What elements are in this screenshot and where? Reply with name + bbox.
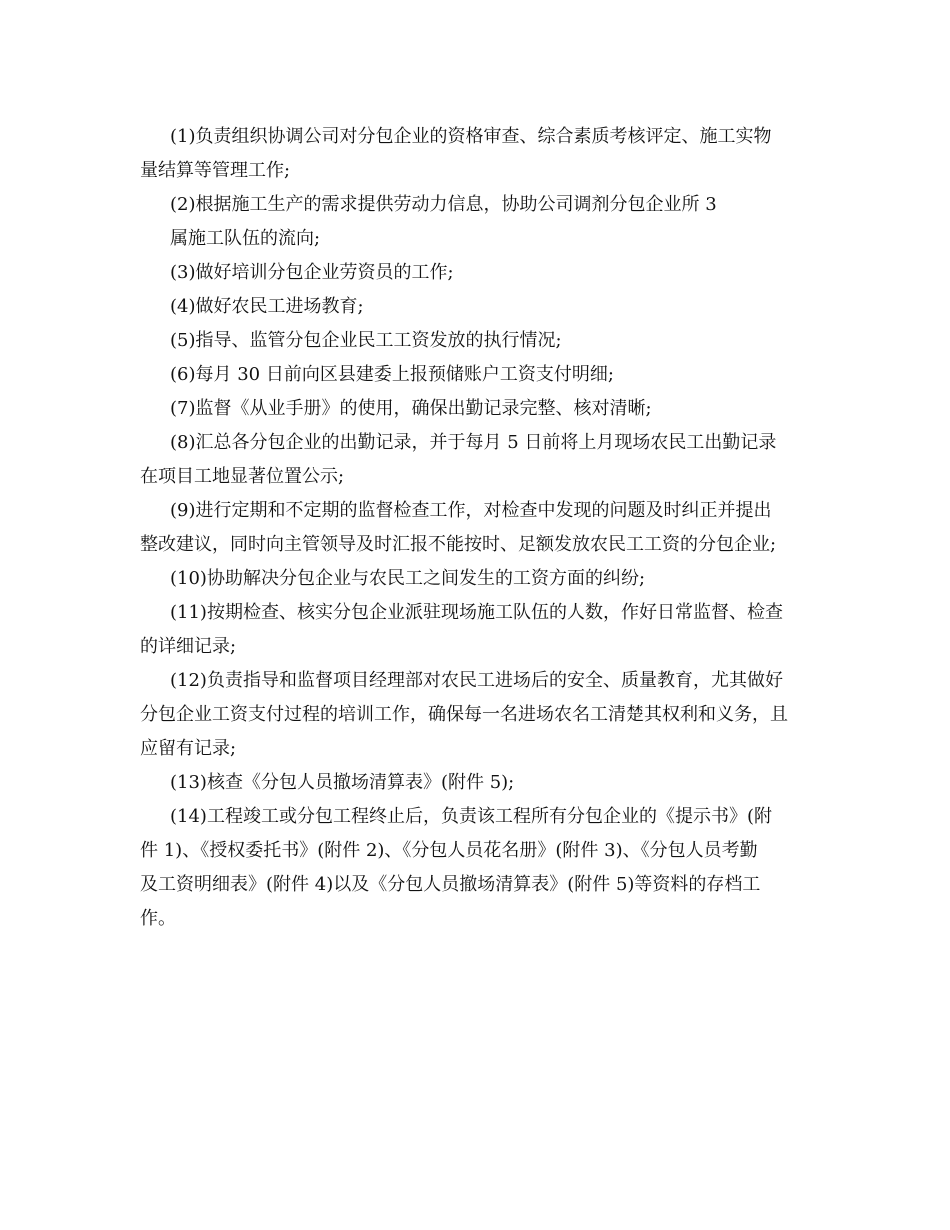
text-line-1: (1)负责组织协调公司对分包企业的资格审查、综合素质考核评定、施工实物 [170,126,772,147]
text-line-10: (8)汇总各分包企业的出勤记录，并于每月 5 日前将上月现场农民工出勤记录 [170,432,777,453]
text-line-6: (4)做好农民工进场教育; [170,296,364,317]
text-line-4: 属施工队伍的流向; [170,228,321,249]
text-line-15: (11)按期检查、核实分包企业派驻现场施工队伍的人数，作好日常监督、检查 [170,602,783,623]
text-line-7: (5)指导、监管分包企业民工工资发放的执行情况; [170,330,562,351]
document-body [140,120,820,936]
text-line-17: (12)负责指导和监督项目经理部对农民工进场后的安全、质量教育，尤其做好 [170,670,783,691]
text-line-21: (14)工程竣工或分包工程终止后，负责该工程所有分包企业的《提示书》(附 [170,806,772,827]
text-line-23: 及工资明细表》(附件 4)以及《分包人员撤场清算表》(附件 5)等资料的存档工 [140,874,761,895]
text-line-24: 作。 [140,908,176,929]
text-line-18: 分包企业工资支付过程的培训工作，确保每一名进场农名工清楚其权利和义务，且 [140,704,788,725]
text-line-2: 量结算等管理工作; [140,160,291,181]
text-line-16: 的详细记录; [140,636,237,657]
text-line-12: (9)进行定期和不定期的监督检查工作，对检查中发现的问题及时纠正并提出 [170,500,772,521]
text-line-5: (3)做好培训分包企业劳资员的工作; [170,262,454,283]
text-line-13: 整改建议，同时向主管领导及时汇报不能按时、足额发放农民工工资的分包企业; [140,534,777,555]
text-line-14: (10)协助解决分包企业与农民工之间发生的工资方面的纠纷; [170,568,646,589]
text-line-3: (2)根据施工生产的需求提供劳动力信息，协助公司调剂分包企业所 3 [170,194,717,215]
text-line-20: (13)核查《分包人员撤场清算表》(附件 5); [170,772,515,793]
text-line-9: (7)监督《从业手册》的使用，确保出勤记录完整、核对清晰; [170,398,652,419]
text-line-22: 件 1)、《授权委托书》(附件 2)、《分包人员花名册》(附件 3)、《分包人员考勤 [140,840,758,861]
text-line-19: 应留有记录; [140,738,237,759]
text-line-11: 在项目工地显著位置公示; [140,466,345,487]
text-line-8: (6)每月 30 日前向区县建委上报预储账户工资支付明细; [170,364,614,385]
